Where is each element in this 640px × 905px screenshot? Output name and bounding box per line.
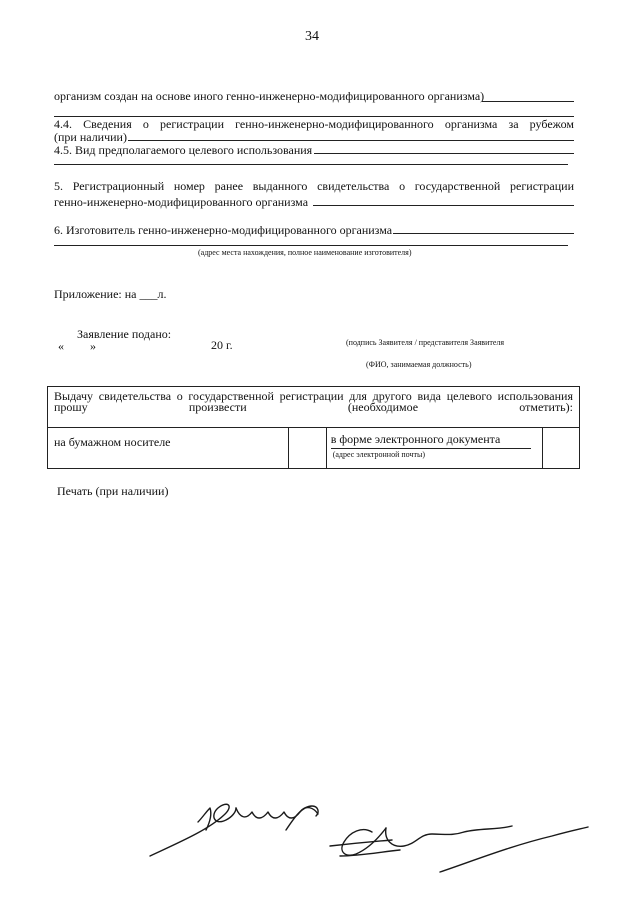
email-caption: (адрес электронной почты) — [332, 450, 425, 459]
section-5-text-cont: генно-инженерно-модифицированного организма — [54, 195, 309, 209]
section-4-4-text-cont: (при наличии) — [54, 130, 127, 144]
organism-origin-text: организм создан на основе иного генно-инженерно-модифицированного организма) — [54, 89, 485, 103]
page-number: 34 — [305, 29, 319, 44]
paper-option-label: на бумажном носителе — [54, 435, 171, 449]
manufacturer-caption: (адрес места нахождения, полное наименование изготовителя) — [198, 248, 412, 257]
signature-caption: (подпись Заявителя / представителя Заявителя — [346, 338, 505, 347]
name-position-caption: (ФИО, занимаемая должность) — [366, 360, 472, 369]
section-5-text: 5. Регистрационный номер ранее выданного свидетельства о государственной регистрации — [54, 179, 574, 193]
date-year: 20 г. — [211, 338, 233, 352]
issue-method-heading: Выдачу свидетельства о государственной регистрации для другого вида целевого использования прошу произвести (необходимое отметить): — [54, 389, 573, 414]
signature-right — [330, 826, 588, 872]
section-6-text: 6. Изготовитель генно-инженерно-модифицированного организма — [54, 223, 393, 237]
submitted-label: Заявление подано: — [77, 327, 172, 341]
section-4-4-text: 4.4. Сведения о регистрации генно-инженерно-модифицированного организма за рубежом — [54, 117, 574, 131]
attachment-text: Приложение: на ___л. — [54, 287, 167, 301]
signature-left — [150, 804, 318, 856]
date-close-quote: » — [90, 339, 96, 353]
stamp-text: Печать (при наличии) — [57, 484, 169, 498]
date-open-quote: « — [58, 339, 64, 353]
section-4-5-text: 4.5. Вид предполагаемого целевого использования — [54, 143, 313, 157]
electronic-option-label: в форме электронного документа — [330, 432, 501, 446]
